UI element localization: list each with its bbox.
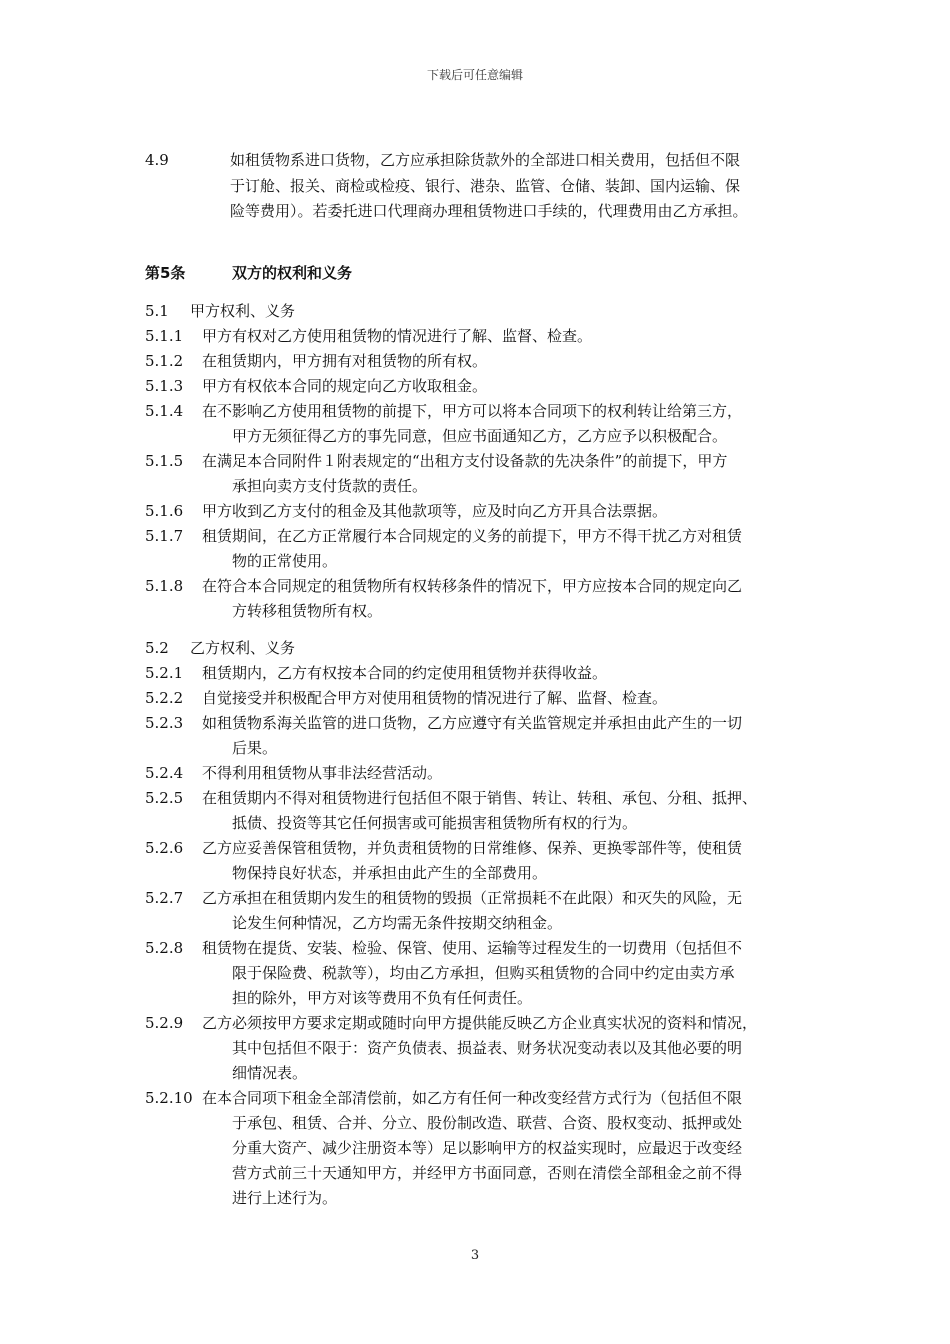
clause-number: 5.1.7 bbox=[145, 527, 184, 545]
clause-text: 于订舱、报关、商检或检疫、银行、港杂、监管、仓储、装卸、国内运输、保 bbox=[230, 177, 741, 195]
clause-text: 论发生何种情况，乙方均需无条件按期交纳租金。 bbox=[232, 914, 563, 932]
clause-text: 甲方有权依本合同的规定向乙方收取租金。 bbox=[202, 377, 488, 395]
clause-number: 第5条 bbox=[145, 264, 186, 282]
clause-text: 如租赁物系进口货物，乙方应承担除货款外的全部进口相关费用，包括但不限 bbox=[230, 151, 741, 169]
clause-text: 在租赁期内不得对租赁物进行包括但不限于销售、转让、转租、承包、分租、抵押、 bbox=[202, 789, 758, 807]
clause-number: 5.1 bbox=[145, 302, 169, 320]
clause-text: 担的除外，甲方对该等费用不负有任何责任。 bbox=[232, 989, 533, 1007]
clause-number: 5.1.6 bbox=[145, 502, 184, 520]
clause-text: 甲方有权对乙方使用租赁物的情况进行了解、监督、检查。 bbox=[202, 327, 593, 345]
clause-number: 5.2.6 bbox=[145, 839, 184, 857]
clause-text: 在符合本合同规定的租赁物所有权转移条件的情况下，甲方应按本合同的规定向乙 bbox=[202, 577, 743, 595]
clause-number: 5.1.5 bbox=[145, 452, 184, 470]
clause-number: 5.1.4 bbox=[145, 402, 184, 420]
clause-text: 物的正常使用。 bbox=[232, 552, 338, 570]
clause-number: 5.1.8 bbox=[145, 577, 184, 595]
clause-text: 在满足本合同附件１附表规定的“出租方支付设备款的先决条件”的前提下，甲方 bbox=[202, 452, 728, 470]
clause-number: 5.2.4 bbox=[145, 764, 184, 782]
clause-text: 营方式前三十天通知甲方，并经甲方书面同意，否则在清偿全部租金之前不得 bbox=[232, 1164, 743, 1182]
clause-number: 5.2.9 bbox=[145, 1014, 184, 1032]
clause-text: 乙方应妥善保管租赁物，并负责租赁物的日常维修、保养、更换零部件等，使租赁 bbox=[202, 839, 743, 857]
clause-text: 租赁期间，在乙方正常履行本合同规定的义务的前提下，甲方不得干扰乙方对租赁 bbox=[202, 527, 743, 545]
clause-text: 甲方收到乙方支付的租金及其他款项等，应及时向乙方开具合法票据。 bbox=[202, 502, 668, 520]
clause-text: 双方的权利和义务 bbox=[232, 264, 353, 282]
clause-text: 在不影响乙方使用租赁物的前提下，甲方可以将本合同项下的权利转让给第三方， bbox=[202, 402, 743, 420]
clause-text: 自觉接受并积极配合甲方对使用租赁物的情况进行了解、监督、检查。 bbox=[202, 689, 668, 707]
clause-text: 限于保险费、税款等），均由乙方承担，但购买租赁物的合同中约定由卖方承 bbox=[232, 964, 735, 982]
clause-text: 乙方承担在租赁期内发生的租赁物的毁损（正常损耗不在此限）和灭失的风险，无 bbox=[202, 889, 743, 907]
clause-number: 5.2.10 bbox=[145, 1089, 193, 1107]
clause-text: 方转移租赁物所有权。 bbox=[232, 602, 383, 620]
clause-text: 物保持良好状态，并承担由此产生的全部费用。 bbox=[232, 864, 548, 882]
clause-number: 5.2.7 bbox=[145, 889, 184, 907]
clause-text: 承担向卖方支付货款的责任。 bbox=[232, 477, 428, 495]
clause-text: 险等费用）。若委托进口代理商办理租赁物进口手续的，代理费用由乙方承担。 bbox=[230, 202, 748, 220]
clause-number: 5.2.8 bbox=[145, 939, 184, 957]
clause-text: 于承包、租赁、合并、分立、股份制改造、联营、合资、股权变动、抵押或处 bbox=[232, 1114, 743, 1132]
clause-text: 如租赁物系海关监管的进口货物，乙方应遵守有关监管规定并承担由此产生的一切 bbox=[202, 714, 743, 732]
clause-text: 后果。 bbox=[232, 739, 278, 757]
clause-text: 在本合同项下租金全部清偿前，如乙方有任何一种改变经营方式行为（包括但不限 bbox=[202, 1089, 743, 1107]
clause-text: 细情况表。 bbox=[232, 1064, 308, 1082]
clause-number: 5.1.3 bbox=[145, 377, 184, 395]
clause-text: 乙方权利、义务 bbox=[190, 639, 296, 657]
clause-number: 5.2.5 bbox=[145, 789, 184, 807]
clause-number: 4.9 bbox=[145, 151, 169, 169]
clause-text: 抵债、投资等其它任何损害或可能损害租赁物所有权的行为。 bbox=[232, 814, 638, 832]
clause-number: 5.2.3 bbox=[145, 714, 184, 732]
clause-text: 租赁期内，乙方有权按本合同的约定使用租赁物并获得收益。 bbox=[202, 664, 608, 682]
clause-number: 5.1.1 bbox=[145, 327, 184, 345]
clause-number: 5.2 bbox=[145, 639, 169, 657]
clause-text: 租赁物在提货、安装、检验、保管、使用、运输等过程发生的一切费用（包括但不 bbox=[202, 939, 743, 957]
clause-text: 甲方权利、义务 bbox=[190, 302, 296, 320]
page-header: 下载后可任意编辑 bbox=[426, 68, 523, 82]
clause-text: 进行上述行为。 bbox=[232, 1189, 338, 1207]
clause-text: 甲方无须征得乙方的事先同意，但应书面通知乙方，乙方应予以积极配合。 bbox=[232, 427, 728, 445]
clause-number: 5.2.2 bbox=[145, 689, 184, 707]
clause-text: 其中包括但不限于：资产负债表、损益表、财务状况变动表以及其他必要的明 bbox=[232, 1039, 743, 1057]
clause-number: 5.1.2 bbox=[145, 352, 184, 370]
clause-text: 不得利用租赁物从事非法经营活动。 bbox=[202, 764, 443, 782]
clause-text: 乙方必须按甲方要求定期或随时向甲方提供能反映乙方企业真实状况的资料和情况， bbox=[202, 1014, 758, 1032]
page-number: 3 bbox=[470, 1248, 480, 1263]
clause-text: 在租赁期内，甲方拥有对租赁物的所有权。 bbox=[202, 352, 488, 370]
clause-number: 5.2.1 bbox=[145, 664, 184, 682]
clause-text: 分重大资产、减少注册资本等）足以影响甲方的权益实现时，应最迟于改变经 bbox=[232, 1139, 743, 1157]
